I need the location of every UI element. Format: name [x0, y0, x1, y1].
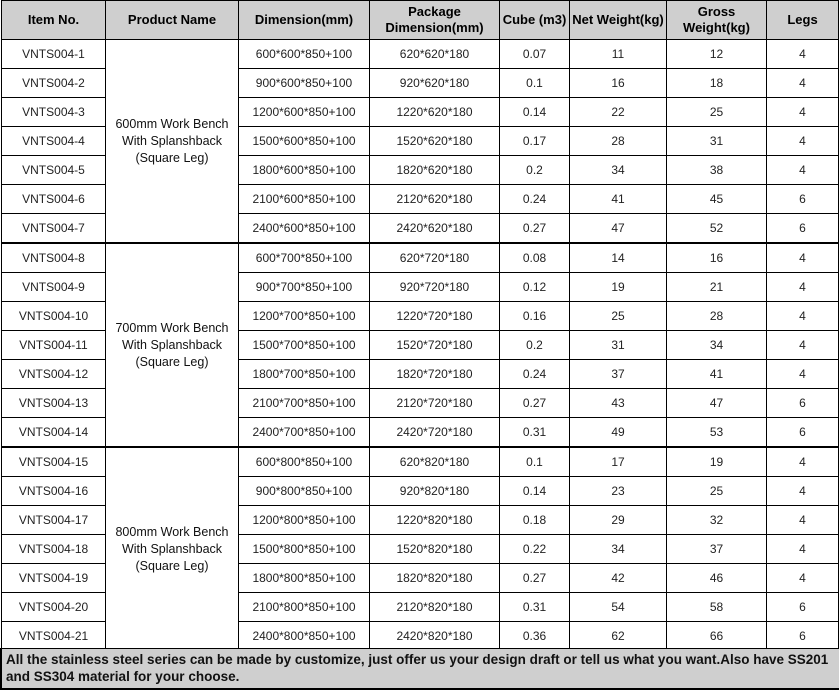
package-dimension-cell: 1220*620*180	[370, 98, 500, 127]
cube-cell: 0.1	[500, 447, 570, 477]
cube-cell: 0.16	[500, 302, 570, 331]
table-row	[2, 447, 839, 477]
legs-cell: 4	[767, 243, 839, 273]
legs-cell: 6	[767, 593, 839, 622]
legs-cell: 6	[767, 185, 839, 214]
dimension-cell: 1800*800*850+100	[239, 564, 370, 593]
gross-weight-cell: 46	[667, 564, 767, 593]
net-weight-cell: 47	[570, 214, 667, 244]
gross-weight-cell: 19	[667, 447, 767, 477]
package-dimension-cell: 1520*820*180	[370, 535, 500, 564]
dimension-cell: 1500*600*850+100	[239, 127, 370, 156]
package-dimension-cell: 620*720*180	[370, 243, 500, 273]
product-name-cell: 700mm Work Bench With Splanshback (Square Leg)	[106, 243, 239, 447]
dimension-cell: 900*800*850+100	[239, 477, 370, 506]
gross-weight-cell: 12	[667, 40, 767, 69]
legs-cell: 4	[767, 477, 839, 506]
header-item-no: Item No.	[2, 1, 106, 40]
gross-weight-cell: 25	[667, 477, 767, 506]
dimension-cell: 1800*700*850+100	[239, 360, 370, 389]
net-weight-cell: 54	[570, 593, 667, 622]
gross-weight-cell: 47	[667, 389, 767, 418]
legs-cell: 4	[767, 273, 839, 302]
legs-cell: 4	[767, 127, 839, 156]
net-weight-cell: 42	[570, 564, 667, 593]
gross-weight-cell: 28	[667, 302, 767, 331]
gross-weight-cell: 41	[667, 360, 767, 389]
net-weight-cell: 34	[570, 156, 667, 185]
cube-cell: 0.27	[500, 389, 570, 418]
item-no-cell: VNTS004-7	[2, 214, 106, 244]
header-product-name: Product Name	[106, 1, 239, 40]
gross-weight-cell: 45	[667, 185, 767, 214]
cube-cell: 0.22	[500, 535, 570, 564]
legs-cell: 4	[767, 360, 839, 389]
package-dimension-cell: 620*620*180	[370, 40, 500, 69]
item-no-cell: VNTS004-21	[2, 622, 106, 652]
gross-weight-cell: 37	[667, 535, 767, 564]
item-no-cell: VNTS004-15	[2, 447, 106, 477]
item-no-cell: VNTS004-3	[2, 98, 106, 127]
package-dimension-cell: 1520*620*180	[370, 127, 500, 156]
cube-cell: 0.2	[500, 331, 570, 360]
net-weight-cell: 37	[570, 360, 667, 389]
legs-cell: 4	[767, 156, 839, 185]
gross-weight-cell: 25	[667, 98, 767, 127]
gross-weight-cell: 58	[667, 593, 767, 622]
cube-cell: 0.27	[500, 564, 570, 593]
table-row	[2, 243, 839, 273]
table-row	[2, 40, 839, 69]
gross-weight-cell: 38	[667, 156, 767, 185]
cube-cell: 0.1	[500, 69, 570, 98]
dimension-cell: 600*800*850+100	[239, 447, 370, 477]
dimension-cell: 1500*800*850+100	[239, 535, 370, 564]
legs-cell: 4	[767, 302, 839, 331]
package-dimension-cell: 2120*720*180	[370, 389, 500, 418]
item-no-cell: VNTS004-12	[2, 360, 106, 389]
dimension-cell: 1800*600*850+100	[239, 156, 370, 185]
item-no-cell: VNTS004-10	[2, 302, 106, 331]
header-net-weight: Net Weight(kg)	[570, 1, 667, 40]
legs-cell: 4	[767, 506, 839, 535]
item-no-cell: VNTS004-17	[2, 506, 106, 535]
legs-cell: 6	[767, 214, 839, 244]
net-weight-cell: 17	[570, 447, 667, 477]
item-no-cell: VNTS004-19	[2, 564, 106, 593]
gross-weight-cell: 34	[667, 331, 767, 360]
net-weight-cell: 14	[570, 243, 667, 273]
gross-weight-cell: 31	[667, 127, 767, 156]
item-no-cell: VNTS004-2	[2, 69, 106, 98]
legs-cell: 4	[767, 69, 839, 98]
item-no-cell: VNTS004-6	[2, 185, 106, 214]
item-no-cell: VNTS004-18	[2, 535, 106, 564]
net-weight-cell: 62	[570, 622, 667, 652]
net-weight-cell: 25	[570, 302, 667, 331]
cube-cell: 0.07	[500, 40, 570, 69]
cube-cell: 0.31	[500, 593, 570, 622]
dimension-cell: 1200*700*850+100	[239, 302, 370, 331]
header-legs: Legs	[767, 1, 839, 40]
package-dimension-cell: 1220*820*180	[370, 506, 500, 535]
package-dimension-cell: 2420*820*180	[370, 622, 500, 652]
gross-weight-cell: 66	[667, 622, 767, 652]
header-cube: Cube (m3)	[500, 1, 570, 40]
cube-cell: 0.12	[500, 273, 570, 302]
product-name-cell: 600mm Work Bench With Splanshback (Square Leg)	[106, 40, 239, 244]
gross-weight-cell: 53	[667, 418, 767, 448]
footer-note: All the stainless steel series can be made by customize, just offer us your design draft or tell us what you want.Also have SS201 and SS304 material for your choose.	[0, 648, 839, 690]
net-weight-cell: 43	[570, 389, 667, 418]
dimension-cell: 1200*600*850+100	[239, 98, 370, 127]
legs-cell: 6	[767, 622, 839, 652]
dimension-cell: 1500*700*850+100	[239, 331, 370, 360]
net-weight-cell: 16	[570, 69, 667, 98]
dimension-cell: 2400*700*850+100	[239, 418, 370, 448]
dimension-cell: 900*700*850+100	[239, 273, 370, 302]
legs-cell: 4	[767, 98, 839, 127]
cube-cell: 0.27	[500, 214, 570, 244]
package-dimension-cell: 1220*720*180	[370, 302, 500, 331]
dimension-cell: 2400*800*850+100	[239, 622, 370, 652]
gross-weight-cell: 16	[667, 243, 767, 273]
net-weight-cell: 41	[570, 185, 667, 214]
cube-cell: 0.24	[500, 360, 570, 389]
item-no-cell: VNTS004-14	[2, 418, 106, 448]
net-weight-cell: 49	[570, 418, 667, 448]
item-no-cell: VNTS004-13	[2, 389, 106, 418]
package-dimension-cell: 2420*720*180	[370, 418, 500, 448]
item-no-cell: VNTS004-11	[2, 331, 106, 360]
gross-weight-cell: 52	[667, 214, 767, 244]
item-no-cell: VNTS004-4	[2, 127, 106, 156]
cube-cell: 0.2	[500, 156, 570, 185]
legs-cell: 4	[767, 331, 839, 360]
net-weight-cell: 31	[570, 331, 667, 360]
legs-cell: 4	[767, 535, 839, 564]
item-no-cell: VNTS004-16	[2, 477, 106, 506]
package-dimension-cell: 2120*620*180	[370, 185, 500, 214]
package-dimension-cell: 1820*820*180	[370, 564, 500, 593]
cube-cell: 0.18	[500, 506, 570, 535]
product-name-cell: 800mm Work Bench With Splanshback (Square Leg)	[106, 447, 239, 651]
gross-weight-cell: 18	[667, 69, 767, 98]
dimension-cell: 600*600*850+100	[239, 40, 370, 69]
net-weight-cell: 11	[570, 40, 667, 69]
cube-cell: 0.36	[500, 622, 570, 652]
package-dimension-cell: 920*820*180	[370, 477, 500, 506]
dimension-cell: 900*600*850+100	[239, 69, 370, 98]
package-dimension-cell: 1820*720*180	[370, 360, 500, 389]
item-no-cell: VNTS004-5	[2, 156, 106, 185]
legs-cell: 6	[767, 389, 839, 418]
dimension-cell: 2100*600*850+100	[239, 185, 370, 214]
net-weight-cell: 34	[570, 535, 667, 564]
net-weight-cell: 22	[570, 98, 667, 127]
legs-cell: 4	[767, 40, 839, 69]
net-weight-cell: 29	[570, 506, 667, 535]
legs-cell: 4	[767, 447, 839, 477]
header-dimension: Dimension(mm)	[239, 1, 370, 40]
legs-cell: 4	[767, 564, 839, 593]
item-no-cell: VNTS004-9	[2, 273, 106, 302]
net-weight-cell: 23	[570, 477, 667, 506]
gross-weight-cell: 21	[667, 273, 767, 302]
package-dimension-cell: 2120*820*180	[370, 593, 500, 622]
package-dimension-cell: 920*720*180	[370, 273, 500, 302]
cube-cell: 0.17	[500, 127, 570, 156]
net-weight-cell: 28	[570, 127, 667, 156]
package-dimension-cell: 920*620*180	[370, 69, 500, 98]
cube-cell: 0.14	[500, 98, 570, 127]
dimension-cell: 1200*800*850+100	[239, 506, 370, 535]
gross-weight-cell: 32	[667, 506, 767, 535]
legs-cell: 6	[767, 418, 839, 448]
header-row	[2, 1, 839, 40]
net-weight-cell: 19	[570, 273, 667, 302]
cube-cell: 0.31	[500, 418, 570, 448]
package-dimension-cell: 1520*720*180	[370, 331, 500, 360]
item-no-cell: VNTS004-1	[2, 40, 106, 69]
dimension-cell: 2100*700*850+100	[239, 389, 370, 418]
header-gross-weight: Gross Weight(kg)	[667, 1, 767, 40]
cube-cell: 0.24	[500, 185, 570, 214]
item-no-cell: VNTS004-8	[2, 243, 106, 273]
dimension-cell: 600*700*850+100	[239, 243, 370, 273]
package-dimension-cell: 2420*620*180	[370, 214, 500, 244]
header-package-dimension: Package Dimension(mm)	[370, 1, 500, 40]
package-dimension-cell: 1820*620*180	[370, 156, 500, 185]
cube-cell: 0.08	[500, 243, 570, 273]
cube-cell: 0.14	[500, 477, 570, 506]
product-spec-table	[1, 0, 839, 652]
table-body	[2, 40, 839, 652]
dimension-cell: 2100*800*850+100	[239, 593, 370, 622]
package-dimension-cell: 620*820*180	[370, 447, 500, 477]
item-no-cell: VNTS004-20	[2, 593, 106, 622]
dimension-cell: 2400*600*850+100	[239, 214, 370, 244]
